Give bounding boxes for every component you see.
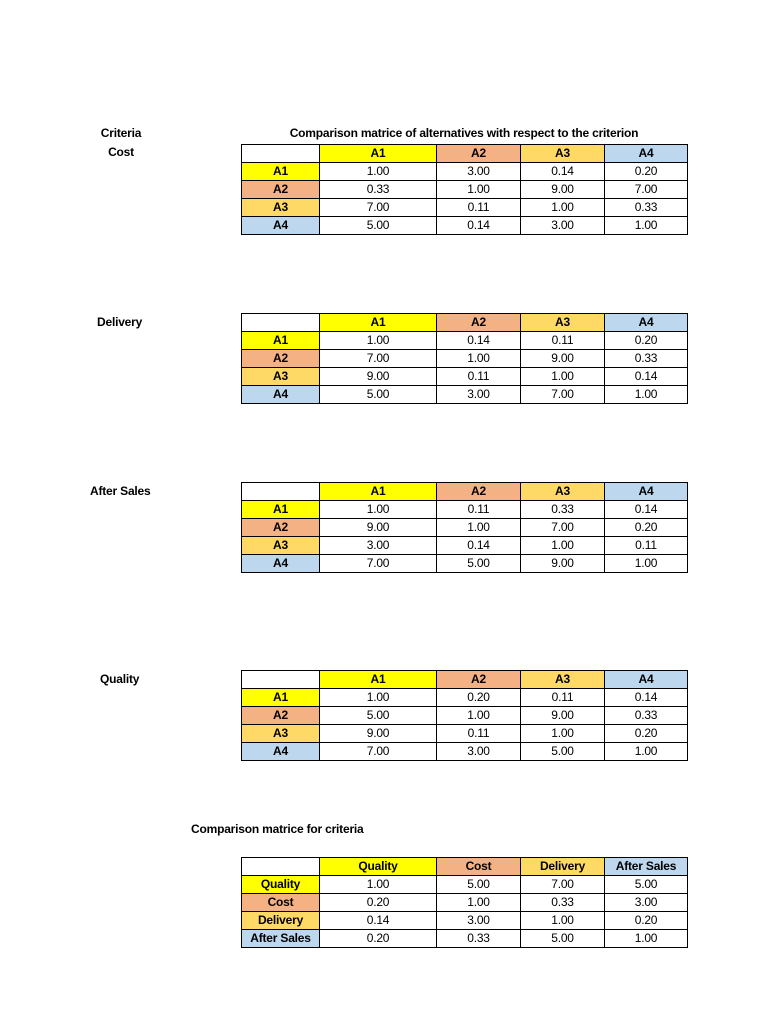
row-header: A3: [242, 537, 320, 555]
row-header: Cost: [242, 894, 320, 912]
table-row: [242, 707, 688, 725]
table-cell: 1.00: [521, 725, 605, 743]
corner-cell: [242, 145, 320, 163]
row-header: A2: [242, 519, 320, 537]
table-cell: 1.00: [605, 555, 688, 573]
table-cell: 1.00: [521, 199, 605, 217]
table-row: [242, 743, 688, 761]
table-cell: 5.00: [521, 743, 605, 761]
column-header: A3: [521, 314, 605, 332]
table-cell: 1.00: [605, 217, 688, 235]
row-header: Quality: [242, 876, 320, 894]
table-cell: 0.11: [605, 537, 688, 555]
table-cell: 1.00: [605, 386, 688, 404]
row-header: A4: [242, 217, 320, 235]
alternatives-matrix-title: Comparison matrice of alternatives with respect to the criterion: [289, 126, 639, 140]
table-cell: 0.14: [437, 332, 521, 350]
delivery-comparison-table: [241, 313, 688, 404]
table-cell: 3.00: [437, 386, 521, 404]
table-cell: 0.20: [437, 689, 521, 707]
column-header: A3: [521, 145, 605, 163]
corner-cell: [242, 483, 320, 501]
table-cell: 0.14: [605, 689, 688, 707]
table-cell: 0.11: [521, 689, 605, 707]
table-row: [242, 181, 688, 199]
table-cell: 5.00: [521, 930, 605, 948]
table-cell: 0.14: [521, 163, 605, 181]
column-header: A4: [605, 483, 688, 501]
column-header: A1: [320, 483, 437, 501]
table-cell: 0.14: [437, 217, 521, 235]
column-header: A1: [320, 314, 437, 332]
table-cell: 1.00: [437, 894, 521, 912]
table-row: [242, 368, 688, 386]
row-header: A2: [242, 707, 320, 725]
table-header-row: [242, 858, 688, 876]
table-cell: 9.00: [521, 555, 605, 573]
table-cell: 1.00: [605, 743, 688, 761]
quality-criterion-label: Quality: [100, 672, 140, 686]
table-cell: 0.20: [605, 912, 688, 930]
table-cell: 0.20: [605, 519, 688, 537]
table-cell: 7.00: [320, 199, 437, 217]
corner-cell: [242, 858, 320, 876]
table-cell: 7.00: [521, 876, 605, 894]
table-cell: 0.20: [320, 894, 437, 912]
table-row: [242, 501, 688, 519]
table-row: [242, 350, 688, 368]
row-header: Delivery: [242, 912, 320, 930]
column-header: A2: [437, 314, 521, 332]
table-cell: 9.00: [521, 350, 605, 368]
table-cell: 7.00: [320, 555, 437, 573]
table-cell: 0.14: [320, 912, 437, 930]
table-cell: 9.00: [521, 181, 605, 199]
table-cell: 5.00: [437, 876, 521, 894]
column-header: A2: [437, 671, 521, 689]
table-cell: 0.33: [605, 350, 688, 368]
row-header: A3: [242, 725, 320, 743]
table-cell: 5.00: [320, 707, 437, 725]
table-cell: 0.20: [605, 332, 688, 350]
column-header: Quality: [320, 858, 437, 876]
table-cell: 7.00: [521, 386, 605, 404]
table-cell: 1.00: [320, 689, 437, 707]
table-cell: 7.00: [605, 181, 688, 199]
table-row: [242, 894, 688, 912]
column-header: After Sales: [605, 858, 688, 876]
table-cell: 3.00: [605, 894, 688, 912]
corner-cell: [242, 671, 320, 689]
column-header: A2: [437, 145, 521, 163]
table-cell: 1.00: [437, 350, 521, 368]
row-header: A3: [242, 368, 320, 386]
table-row: [242, 930, 688, 948]
table-row: [242, 386, 688, 404]
table-cell: 0.33: [521, 501, 605, 519]
table-cell: 9.00: [320, 519, 437, 537]
table-cell: 0.11: [521, 332, 605, 350]
table-cell: 3.00: [437, 163, 521, 181]
table-cell: 1.00: [320, 876, 437, 894]
table-cell: 1.00: [437, 519, 521, 537]
row-header: A2: [242, 350, 320, 368]
cost-criterion-label: Cost: [108, 145, 134, 159]
table-cell: 1.00: [605, 930, 688, 948]
table-row: [242, 725, 688, 743]
table-cell: 0.11: [437, 725, 521, 743]
criteria-comparison-table: [241, 857, 688, 948]
row-header: A1: [242, 689, 320, 707]
column-header: Cost: [437, 858, 521, 876]
row-header: After Sales: [242, 930, 320, 948]
row-header: A4: [242, 386, 320, 404]
cost-comparison-table: [241, 144, 688, 235]
quality-comparison-table: [241, 670, 688, 761]
table-cell: 3.00: [437, 912, 521, 930]
table-cell: 0.11: [437, 501, 521, 519]
delivery-criterion-label: Delivery: [97, 315, 143, 329]
table-cell: 1.00: [320, 501, 437, 519]
column-header: A4: [605, 314, 688, 332]
table-cell: 5.00: [320, 386, 437, 404]
table-cell: 1.00: [521, 368, 605, 386]
table-row: [242, 912, 688, 930]
table-row: [242, 876, 688, 894]
table-cell: 0.11: [437, 368, 521, 386]
table-cell: 5.00: [320, 217, 437, 235]
table-cell: 3.00: [320, 537, 437, 555]
table-cell: 1.00: [437, 181, 521, 199]
table-cell: 1.00: [437, 707, 521, 725]
table-row: [242, 537, 688, 555]
table-cell: 0.20: [605, 725, 688, 743]
column-header: A3: [521, 671, 605, 689]
column-header: A3: [521, 483, 605, 501]
table-cell: 0.33: [605, 199, 688, 217]
table-cell: 0.14: [437, 537, 521, 555]
row-header: A4: [242, 743, 320, 761]
table-header-row: [242, 483, 688, 501]
row-header: A1: [242, 332, 320, 350]
table-cell: 5.00: [437, 555, 521, 573]
table-cell: 0.11: [437, 199, 521, 217]
table-row: [242, 163, 688, 181]
table-row: [242, 689, 688, 707]
table-cell: 7.00: [320, 743, 437, 761]
row-header: A2: [242, 181, 320, 199]
column-header: A1: [320, 145, 437, 163]
column-header: Delivery: [521, 858, 605, 876]
after-sales-criterion-label: After Sales: [90, 484, 151, 498]
table-cell: 7.00: [320, 350, 437, 368]
row-header: A1: [242, 163, 320, 181]
column-header: A4: [605, 145, 688, 163]
table-row: [242, 332, 688, 350]
corner-cell: [242, 314, 320, 332]
table-row: [242, 555, 688, 573]
table-row: [242, 199, 688, 217]
criteria-matrix-title: Comparison matrice for criteria: [191, 822, 364, 836]
table-header-row: [242, 145, 688, 163]
table-cell: 1.00: [320, 332, 437, 350]
table-cell: 0.33: [437, 930, 521, 948]
table-cell: 5.00: [605, 876, 688, 894]
criteria-label: Criteria: [100, 126, 142, 140]
table-cell: 0.20: [320, 930, 437, 948]
table-header-row: [242, 314, 688, 332]
table-cell: 3.00: [437, 743, 521, 761]
row-header: A1: [242, 501, 320, 519]
column-header: A4: [605, 671, 688, 689]
table-cell: 0.14: [605, 501, 688, 519]
column-header: A1: [320, 671, 437, 689]
table-cell: 0.33: [605, 707, 688, 725]
table-header-row: [242, 671, 688, 689]
column-header: A2: [437, 483, 521, 501]
after-sales-comparison-table: [241, 482, 688, 573]
table-cell: 9.00: [320, 725, 437, 743]
table-cell: 1.00: [320, 163, 437, 181]
row-header: A4: [242, 555, 320, 573]
table-cell: 0.33: [320, 181, 437, 199]
table-row: [242, 217, 688, 235]
table-cell: 9.00: [320, 368, 437, 386]
table-row: [242, 519, 688, 537]
table-cell: 3.00: [521, 217, 605, 235]
row-header: A3: [242, 199, 320, 217]
table-cell: 9.00: [521, 707, 605, 725]
table-cell: 1.00: [521, 537, 605, 555]
table-cell: 0.20: [605, 163, 688, 181]
table-cell: 0.14: [605, 368, 688, 386]
table-cell: 1.00: [521, 912, 605, 930]
table-cell: 7.00: [521, 519, 605, 537]
table-cell: 0.33: [521, 894, 605, 912]
